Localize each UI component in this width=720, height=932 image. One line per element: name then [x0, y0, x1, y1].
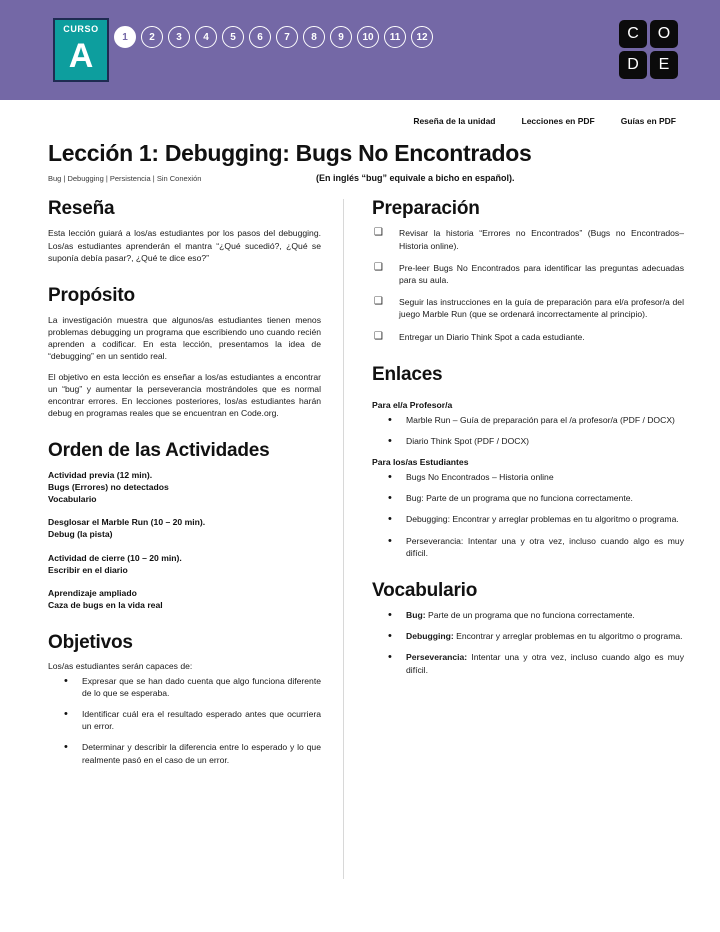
resource-link-1[interactable]: Lecciones en PDF — [521, 116, 595, 126]
paragraph: El objetivo en esta lección es enseñar a los/as estudiantes a encontrar un “bug” y aumentar la perseverancia mostrándoles que es normal encontrar errores. En lecciones posteriores, los/as estudiantes harán debug en programas reales que se encuentran en Code.org. — [48, 371, 321, 419]
student-link-item[interactable]: • Debugging: Encontrar y arreglar problemas en tu algoritmo o programa. — [372, 513, 684, 525]
lesson-number-nav — [114, 26, 433, 48]
course-badge[interactable] — [53, 18, 109, 82]
enlaces-teacher-subhead: Para el/a Profesor/a — [372, 399, 453, 410]
student-link-item[interactable]: • Bugs No Encontrados – Historia online — [372, 471, 684, 483]
lesson-dot-10[interactable]: 10 — [357, 26, 379, 48]
objetivos-list — [48, 675, 321, 766]
lesson-dot-1[interactable]: 1 — [114, 26, 136, 48]
paragraph: Esta lección guiará a los/as estudiantes por los pasos del debugging. Los/as estudiantes aprenderán el mantra “¿Qué sucedió?, ¿Qué se suponía debía pasar?, ¿Qué te dice eso?” — [48, 228, 321, 263]
course-badge-letter: A — [68, 37, 94, 75]
preparacion-checklist — [372, 227, 684, 342]
vocabulary-definition: Intentar una y otra vez, incluso cuando algo es muy difícil. — [406, 652, 684, 675]
subtitle-row — [48, 173, 672, 183]
objective-item: • Identificar cuál era el resultado esperado antes que ocurriera un error. — [48, 708, 321, 732]
activity-line: Vocabulario — [48, 494, 97, 505]
course-badge-label: CURSO — [63, 24, 99, 34]
student-link-item[interactable]: • Bug: Parte de un programa que no funciona correctamente. — [372, 492, 684, 504]
resource-link-0[interactable]: Reseña de la unidad — [413, 116, 496, 126]
activity-line: Caza de bugs en la vida real — [48, 599, 163, 610]
activity-group — [48, 587, 321, 611]
enlaces-teacher-list — [372, 414, 684, 447]
activity-line: Desglosar el Marble Run (10 – 20 min). — [48, 517, 206, 528]
lesson-tags: Bug | Debugging | Persistencia | Sin Conexión — [48, 174, 202, 184]
page-header-band — [0, 0, 720, 100]
left-column — [48, 199, 333, 879]
activity-line: Aprendizaje ampliado — [48, 587, 137, 598]
section-heading-enlaces: Enlaces — [372, 363, 443, 385]
activity-line: Actividad previa (12 min). — [48, 470, 153, 481]
lesson-dot-8[interactable]: 8 — [303, 26, 325, 48]
activity-group — [48, 469, 321, 505]
vocabulary-definition: Parte de un programa que no funciona correctamente. — [425, 609, 635, 620]
lesson-dot-7[interactable]: 7 — [276, 26, 298, 48]
vocabulary-item — [372, 609, 684, 621]
teacher-link-item[interactable]: • Marble Run – Guía de preparación para el /a profesor/a (PDF / DOCX) — [372, 414, 684, 426]
vocabulary-term: Perseverancia: — [406, 652, 468, 663]
activity-group — [48, 516, 321, 540]
preparation-item: ❑ Revisar la historia “Errores no Encontrados” (Bugs no Encontrados– Historia online). — [372, 227, 684, 251]
lesson-dot-2[interactable]: 2 — [141, 26, 163, 48]
activity-line: Actividad de cierre (10 – 20 min). — [48, 552, 182, 563]
section-heading-preparacion: Preparación — [372, 198, 480, 220]
preparation-item: ❑ Entregar un Diario Think Spot a cada estudiante. — [372, 331, 684, 343]
lesson-dot-9[interactable]: 9 — [330, 26, 352, 48]
objective-item: • Expresar que se han dado cuenta que algo funciona diferente de lo que se esperaba. — [48, 675, 321, 699]
lesson-dot-12[interactable]: 12 — [411, 26, 433, 48]
code-logo-letter-e: E — [650, 51, 678, 79]
preparation-item: ❑ Seguir las instrucciones en la guía de preparación para el/a profesor/a del juego Marble Run (que se ordenará incorrectamente al principio). — [372, 296, 684, 320]
vocabulary-item — [372, 630, 684, 642]
section-heading-proposito: Propósito — [48, 284, 135, 306]
code-logo-letter-d: D — [619, 51, 647, 79]
proposito-paragraphs — [48, 314, 321, 420]
resource-link-2[interactable]: Guías en PDF — [620, 116, 676, 126]
page-title: Lección 1: Debugging: Bugs No Encontrados — [48, 140, 532, 166]
lesson-dot-11[interactable]: 11 — [384, 26, 406, 48]
section-heading-resena: Reseña — [48, 198, 115, 220]
objective-item: • Determinar y describir la diferencia entre lo esperado y lo que realmente pasó en el caso de un error. — [48, 741, 321, 765]
paragraph: La investigación muestra que algunos/as estudiantes tienen menos problemas debugging un programa que escribiendo uno cuando recién aprenden a codificar. En esta lección, presentamos la idea de “debugging” en un sentido real. — [48, 314, 321, 362]
activity-line: Debug (la pista) — [48, 529, 113, 540]
enlaces-student-list — [372, 471, 684, 559]
right-column — [354, 199, 684, 879]
activity-line: Escribir en el diario — [48, 564, 128, 575]
lesson-dot-3[interactable]: 3 — [168, 26, 190, 48]
section-heading-objetivos: Objetivos — [48, 631, 133, 653]
section-heading-vocabulario: Vocabulario — [372, 580, 478, 602]
vocabulary-item — [372, 651, 684, 675]
content-body — [0, 183, 720, 879]
activity-line: Bugs (Errores) no detectados — [48, 482, 169, 493]
vocabulary-term: Bug: — [406, 609, 426, 620]
document-resource-links — [0, 100, 720, 126]
activity-order-list — [48, 469, 321, 610]
lesson-dot-5[interactable]: 5 — [222, 26, 244, 48]
objetivos-intro: Los/as estudiantes serán capaces de: — [48, 660, 193, 671]
activity-group — [48, 552, 321, 576]
vocabulario-list — [372, 609, 684, 676]
translation-note: (En inglés “bug” equivale a bicho en español). — [316, 173, 515, 184]
enlaces-student-subhead: Para los/as Estudiantes — [372, 457, 469, 468]
vocabulary-term: Debugging: — [406, 631, 454, 642]
teacher-link-item[interactable]: • Diario Think Spot (PDF / DOCX) — [372, 435, 684, 447]
code-logo-letter-c: C — [619, 20, 647, 48]
preparation-item: ❑ Pre-leer Bugs No Encontrados para identificar las preguntas adecuadas para su aula. — [372, 262, 684, 286]
column-divider — [343, 199, 344, 879]
lesson-dot-6[interactable]: 6 — [249, 26, 271, 48]
student-link-item[interactable]: • Perseverancia: Intentar una y otra vez, incluso cuando algo es muy difícil. — [372, 535, 684, 559]
code-logo-letter-o: O — [650, 20, 678, 48]
section-heading-orden: Orden de las Actividades — [48, 440, 270, 462]
title-block — [0, 126, 720, 183]
lesson-dot-4[interactable]: 4 — [195, 26, 217, 48]
code-org-logo[interactable] — [619, 20, 678, 79]
vocabulary-definition: Encontrar y arreglar problemas en tu algoritmo o programa. — [453, 631, 683, 642]
resena-paragraphs — [48, 227, 321, 264]
